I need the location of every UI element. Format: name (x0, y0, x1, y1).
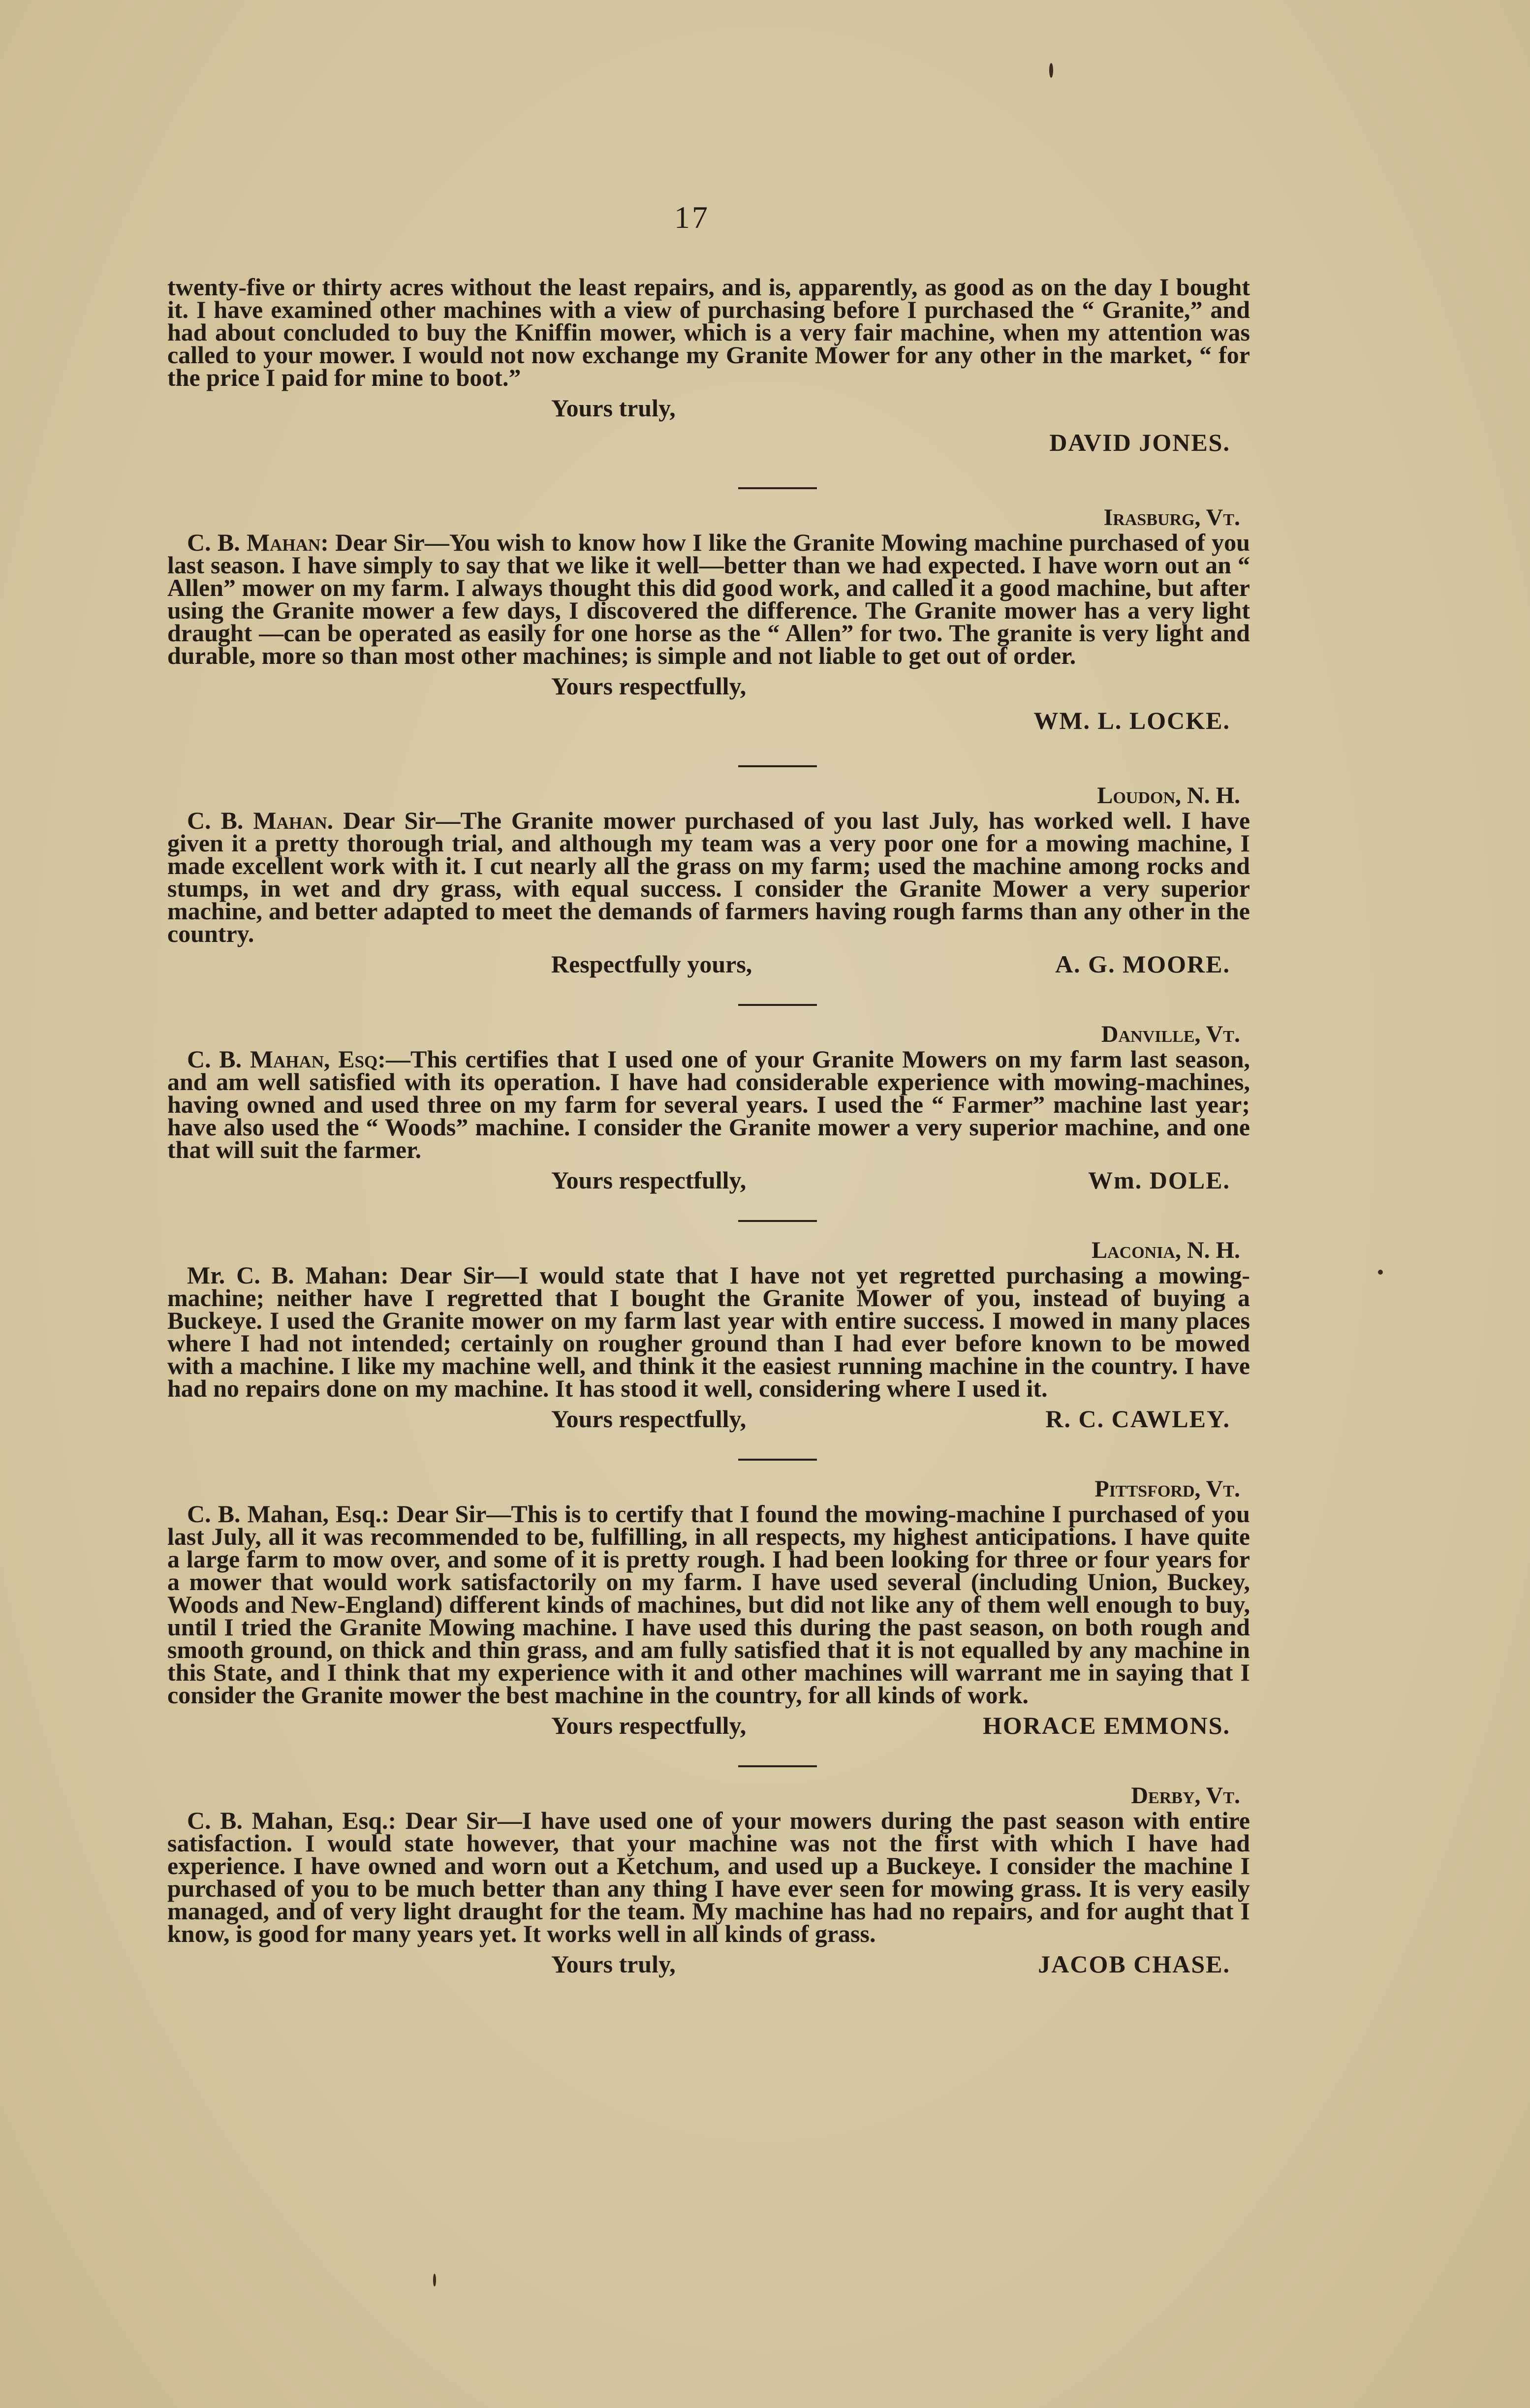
letter-signer: WM. L. LOCKE. (1033, 707, 1230, 734)
letter-closing: Yours respectfully, (551, 1166, 747, 1194)
letter-place: Danville, Vt. (1101, 1021, 1240, 1047)
letter-body (167, 809, 1250, 945)
letter-body (167, 1045, 1250, 1163)
letter-body: twenty-five or thirty acres without the least repairs, and is, apparently, as good as on the day I bought it. I have examined other machines with a view of purchasing before I purchased the “ Granite,” and had about concluded to buy the Kniffin mower, which is a very fair machine, when my attention was called to your mower. I would not now exchange my Granite Mower for any other in the market, “ for the price I paid for mine to boot.” (167, 273, 1250, 391)
section-divider (738, 487, 817, 489)
ink-speck (1049, 63, 1053, 78)
letter-closing-row (167, 672, 1250, 746)
letter-body-text: . Dear Sir—The Granite mower purchased of you last July, has worked well. I have given it a pretty thorough trial, and although my team was a very poor one for a mowing machine, I made excellent work with it. I cut nearly all the grass on my farm; used the machine among rocks and stumps, in wet and dry grass, with equal success. I consider the Granite Mower a very superior machine, and better adapted to meet the demands of farmers having rough farms than any other in the country. (167, 807, 1250, 947)
letter-wm-dole (167, 1021, 1250, 1200)
letter-signer: JACOB CHASE. (1038, 1950, 1230, 1978)
letter-closing: Yours respectfully, (551, 672, 747, 700)
letter-signer: DAVID JONES. (1049, 429, 1230, 456)
letter-salutation: Mr. C. B. Mahan (187, 1261, 381, 1289)
section-divider (738, 1220, 817, 1222)
letter-place: Irasburg, Vt. (1103, 504, 1240, 531)
letter-david-jones (167, 273, 1250, 468)
section-divider (738, 1459, 817, 1461)
letter-salutation: C. B. Mahan, Esq. (187, 1807, 388, 1834)
letter-place: Pittsford, Vt. (1094, 1476, 1240, 1502)
letter-body-text: : Dear Sir—I would state that I have not yet regretted purchasing a mowing-machine; neither have I regretted that I bought the Granite Mower of you, instead of buying a Buckeye. I used the Granite mower on my farm last year with entire success. I mowed in many places where I had not intended; certainly on rougher ground than I had ever before known to be mowed with a machine. I like my machine well, and think it the easiest running machine in the country. I have had no repairs done on my machine. It has stood it well, considering where I used it. (167, 1261, 1250, 1402)
section-divider (738, 1004, 817, 1006)
letter-ag-moore (167, 782, 1250, 984)
letter-body (167, 531, 1250, 667)
letter-body-text: : Dear Sir—I have used one of your mowers during the past season with entire satisfaction. I would state however, that your machine was not the first with which I have had experience. I have owned and worn out a Ketchum, and used up a Buckeye. I consider the machine I purchased of you to be much better than any thing I have ever seen for mowing grass. It is very easily managed, and of very light draught for the team. My machine has had no repairs, and for aught that I know, is good for many years yet. It works well in all kinds of grass. (167, 1807, 1250, 1947)
letter-body (167, 1261, 1250, 1402)
letter-salutation: C. B. Mahan, Esq (187, 1045, 378, 1073)
letter-signer: Wm. DOLE. (1088, 1166, 1230, 1194)
letters-column (167, 273, 1250, 1984)
letter-closing: Yours truly, (551, 1950, 676, 1978)
letter-closing: Yours respectfully, (551, 1405, 747, 1433)
ink-speck (433, 2274, 436, 2286)
page-number: 17 (674, 200, 710, 235)
letter-horace-emmons (167, 1475, 1250, 1746)
letter-closing: Yours respectfully, (551, 1712, 747, 1739)
letter-closing: Respectfully yours, (551, 950, 752, 978)
letter-body-text: : Dear Sir—This is to certify that I found the mowing-machine I purchased of you last July, all it was recommended to be, fulfilling, in all respects, my highest anticipations. I have quite a large farm to mow over, and some of it is pretty rough. I had been looking for three or four years for a mower that would work satisfactorily on my farm. I have used several (including Union, Buckey, Woods and New-England) different kinds of machines, but did not like any of them well enough to buy, until I tried the Granite Mowing machine. I have used this during the past season, on both rough and smooth ground, on thick and thin grass, and am fully satisfied that it is not equalled by any machine in this State, and I think that my experience with it and other machines will warrant me in saying that I consider the Granite mower the best machine in the country, for all kinds of work. (167, 1500, 1250, 1709)
letter-body (167, 1500, 1250, 1709)
letter-signer: R. C. CAWLEY. (1045, 1405, 1230, 1433)
letter-signer: A. G. MOORE. (1055, 950, 1230, 978)
letter-jacob-chase (167, 1782, 1250, 1984)
letter-signer: HORACE EMMONS. (983, 1712, 1230, 1739)
letter-salutation: C. B. Mahan, Esq. (187, 1500, 382, 1528)
letter-closing-row (167, 1405, 1250, 1439)
ink-speck (1378, 1270, 1383, 1275)
letter-place: Laconia, N. H. (1092, 1237, 1240, 1263)
letter-wm-locke (167, 504, 1250, 746)
letter-closing-row (167, 394, 1250, 468)
letter-rc-cawley (167, 1237, 1250, 1439)
letter-place: Loudon, N. H. (1097, 782, 1240, 809)
letter-body (167, 1809, 1250, 1945)
letter-place: Derby, Vt. (1131, 1783, 1240, 1809)
letter-salutation: C. B. Mahan (187, 529, 321, 556)
letter-closing-row (167, 1166, 1250, 1200)
letter-salutation: C. B. Mahan (187, 807, 327, 834)
letter-closing-row (167, 950, 1250, 984)
letter-closing-row (167, 1950, 1250, 1984)
section-divider (738, 765, 817, 767)
letter-closing: Yours truly, (551, 394, 676, 422)
section-divider (738, 1765, 817, 1767)
letter-body-text: :—This certifies that I used one of your Granite Mowers on my farm last season, and am well satisfied with its operation. I have had considerable experience with mowing-machines, having owned and used three on my farm for several years. I used the “ Farmer” machine last year; have also used the “ Woods” machine. I consider the Granite mower a very superior machine, and one that will suit the farmer. (167, 1045, 1250, 1163)
letter-body-text: : Dear Sir—You wish to know how I like the Granite Mowing machine purchased of you last season. I have simply to say that we like it well—better than we had expected. I have worn out an “ Allen” mower on my farm. I always thought this did good work, and called it a good machine, but after using the Granite mower a few days, I discovered the difference. The Granite mower has a very light draught —can be operated as easily for one horse as the “ Allen” for two. The granite is very light and durable, more so than most other machines; is simple and not liable to get out of order. (167, 529, 1250, 669)
letter-closing-row (167, 1711, 1250, 1746)
